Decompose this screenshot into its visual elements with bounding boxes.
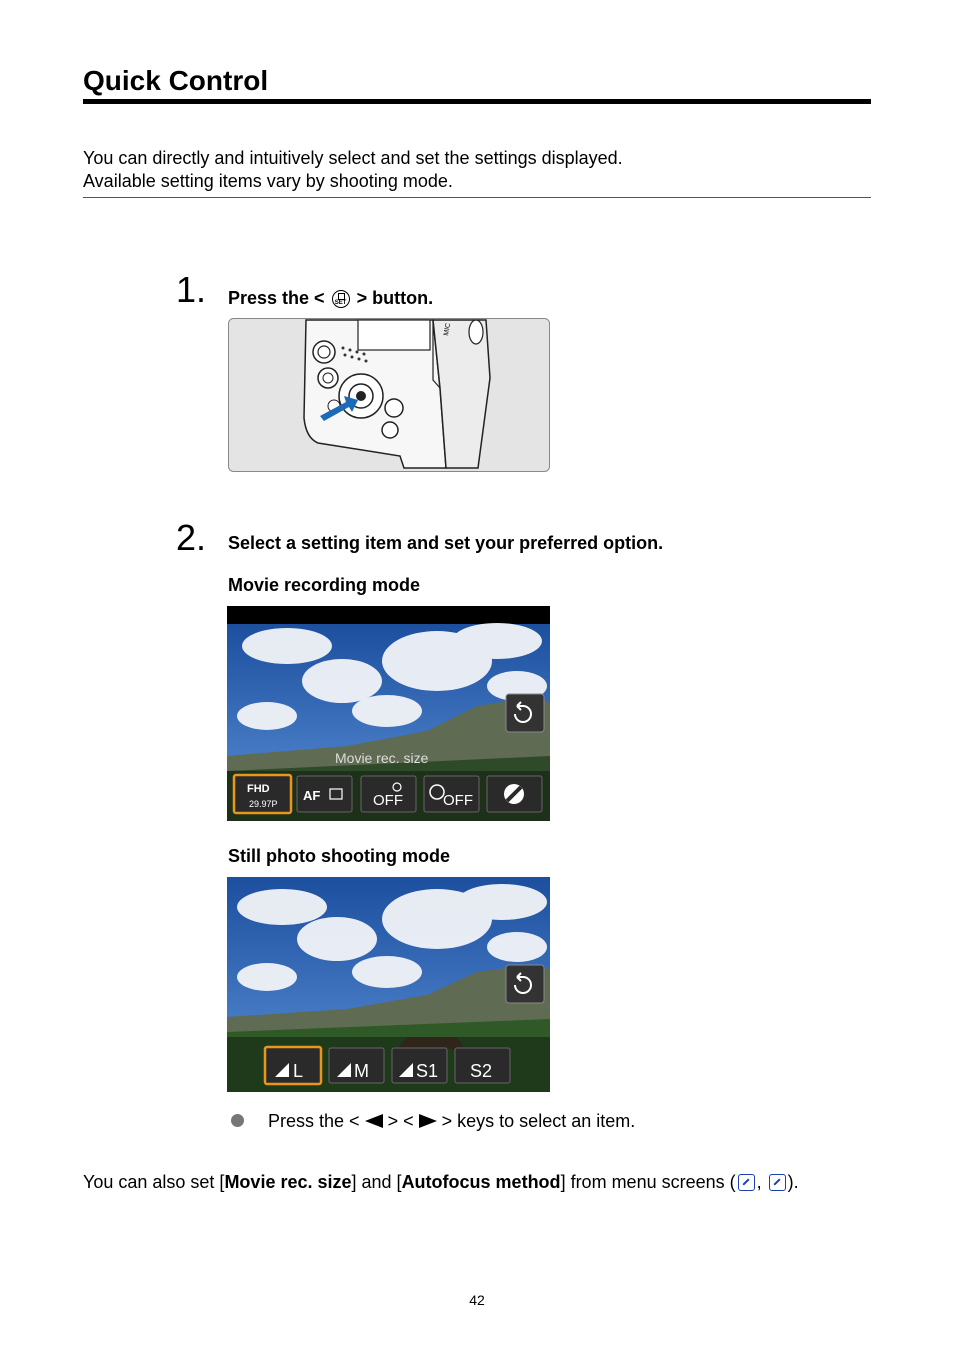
item-off-2-label: OFF [443, 792, 473, 809]
page-number: 42 [469, 1292, 485, 1308]
step-1-text [228, 287, 433, 309]
item-fhd-bottom: 29.97P [249, 799, 278, 809]
camera-illustration [228, 318, 550, 472]
item-m-label: M [354, 1061, 369, 1081]
autofocus-method-term: Autofocus method [401, 1172, 561, 1192]
item-s1-label: S1 [416, 1061, 439, 1081]
link-icon[interactable] [769, 1174, 786, 1191]
still-quick-control-screen [227, 877, 550, 1092]
mic-label: MIC [443, 322, 453, 337]
movie-rec-size-term: Movie rec. size [224, 1172, 352, 1192]
page-title: Quick Control [83, 65, 269, 96]
left-arrow-icon [365, 1114, 383, 1128]
intro-divider [83, 197, 871, 198]
footer-note: You can also set [Movie rec. size] and [Autofocus method] from menu screens ( , ). [83, 1172, 799, 1192]
item-s2-label: S2 [470, 1061, 493, 1081]
item-l-label: L [293, 1061, 304, 1081]
link-icon[interactable] [738, 1174, 755, 1191]
item-af-label: AF [303, 788, 321, 803]
intro-line-2: Available setting items vary by shooting mode. [83, 171, 453, 191]
right-arrow-icon [419, 1114, 437, 1128]
step-2-number: 2. [176, 517, 207, 558]
step-1-number: 1. [176, 269, 207, 310]
intro-text [83, 147, 623, 193]
item-off-1-label: OFF [373, 792, 403, 809]
still-mode-heading: Still photo shooting mode [228, 846, 450, 866]
movie-quick-control-screen [227, 606, 550, 821]
bullet-text: Press the < > < > keys to select an item. [268, 1111, 636, 1131]
intro-line-1: You can directly and intuitively select and set the settings displayed. [83, 148, 623, 168]
movie-caption: Movie rec. size [335, 750, 429, 766]
step-1-text-before: Press the < [228, 288, 325, 308]
title-divider [83, 99, 871, 104]
quick-control-button-icon: SET [332, 290, 350, 308]
movie-mode-heading: Movie recording mode [228, 575, 421, 595]
bullet-dot [231, 1114, 244, 1127]
step-2-text: Select a setting item and set your preferred option. [228, 533, 664, 553]
item-fhd-top: FHD [247, 783, 270, 795]
step-1-text-after: > button. [356, 288, 434, 308]
